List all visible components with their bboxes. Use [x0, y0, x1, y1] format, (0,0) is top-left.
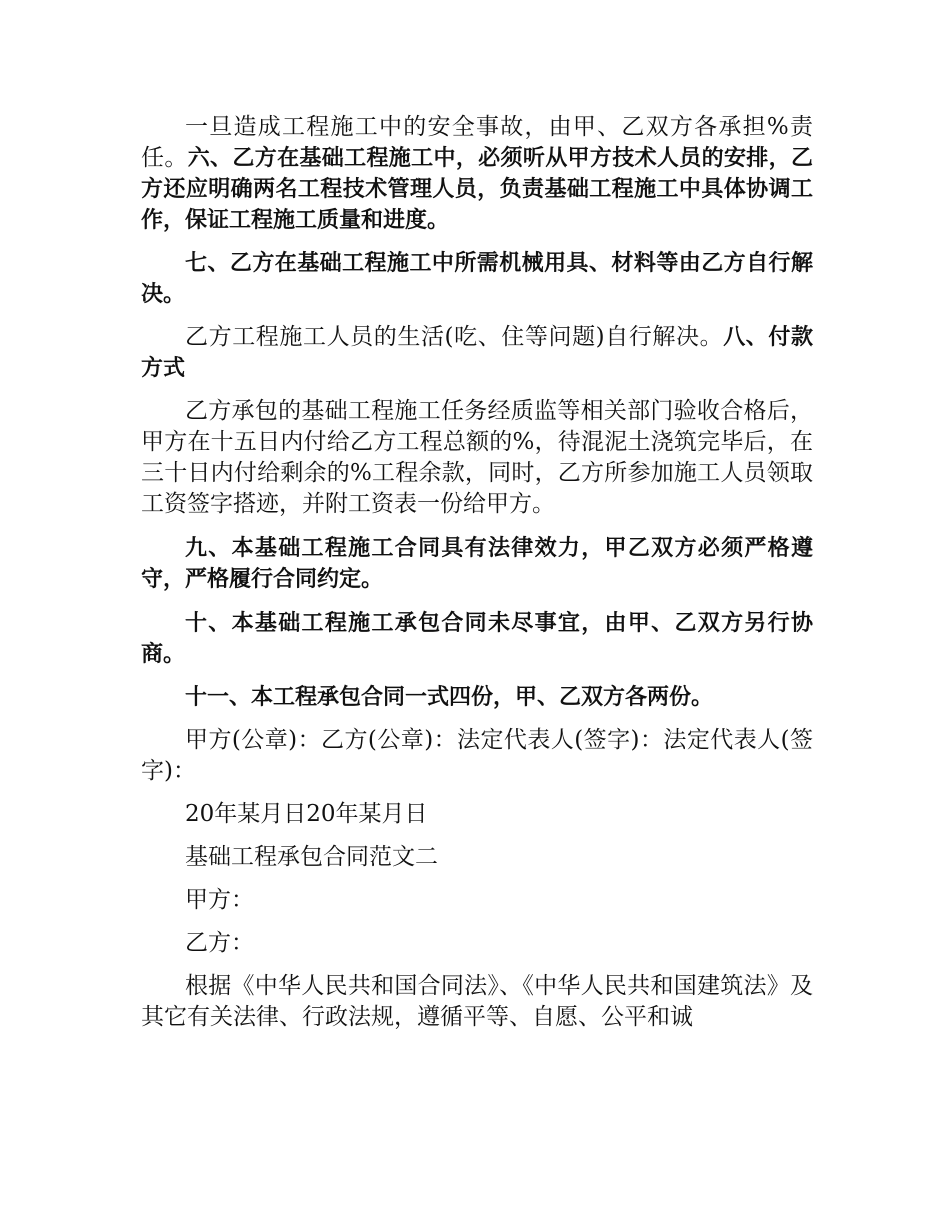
paragraph-party-b — [141, 928, 813, 959]
paragraph-text: 一旦造成工程施工中的安全事故，由甲、乙双方各承担%责任。 — [141, 114, 813, 171]
paragraph-sample-two-title — [141, 842, 813, 873]
paragraph-dates — [141, 799, 813, 830]
paragraph-legal-basis — [141, 971, 813, 1033]
paragraph-payment-terms — [141, 396, 813, 520]
paragraph-living-arrangements — [141, 322, 813, 384]
signature-line-text: 甲方(公章)：乙方(公章)：法定代表人(签字)：法定代表人(签字)： — [141, 727, 813, 784]
clause-six-text: 六、乙方在基础工程施工中，必须听从甲方技术人员的安排，乙方还应明确两名工程技术管理人员，负责基础工程施工中具体协调工作，保证工程施工质量和进度。 — [141, 146, 814, 233]
party-a-label: 甲方： — [185, 887, 254, 913]
document-body — [141, 112, 813, 1045]
date-line-text: 20年某月日20年某月日 — [185, 801, 428, 827]
paragraph-safety-responsibility — [141, 112, 813, 236]
clause-nine-text: 九、本基础工程施工合同具有法律效力，甲乙双方必须严格遵守，严格履行合同约定。 — [141, 536, 813, 592]
sample-title-text: 基础工程承包合同范文二 — [185, 844, 438, 870]
paragraph-signatures — [141, 725, 813, 787]
paragraph-clause-seven — [141, 248, 813, 310]
legal-basis-text: 根据《中华人民共和国合同法》、《中华人民共和国建筑法》及其它有关法律、行政法规，遵循平等、自愿、公平和诚 — [141, 973, 813, 1030]
paragraph-clause-ten — [141, 608, 813, 670]
clause-eight-heading: 八、付款方式 — [141, 325, 813, 381]
party-b-label: 乙方： — [185, 930, 254, 956]
paragraph-clause-nine — [141, 533, 813, 595]
clause-seven-text: 七、乙方在基础工程施工中所需机械用具、材料等由乙方自行解决。 — [141, 251, 813, 307]
clause-ten-text: 十、本基础工程施工承包合同未尽事宜，由甲、乙双方另行协商。 — [141, 611, 813, 667]
paragraph-text: 乙方承包的基础工程施工任务经质监等相关部门验收合格后，甲方在十五日内付给乙方工程总额的%，待混泥土浇筑完毕后，在三十日内付给剩余的%工程余款，同时，乙方所参加施工人员领取工资签字搭迹，并附工资表一份给甲方。 — [141, 398, 813, 517]
paragraph-party-a — [141, 885, 813, 916]
paragraph-clause-eleven — [141, 682, 813, 713]
clause-eleven-text: 十一、本工程承包合同一式四份，甲、乙双方各两份。 — [185, 685, 714, 710]
paragraph-text: 乙方工程施工人员的生活(吃、住等问题)自行解决。 — [185, 324, 724, 350]
